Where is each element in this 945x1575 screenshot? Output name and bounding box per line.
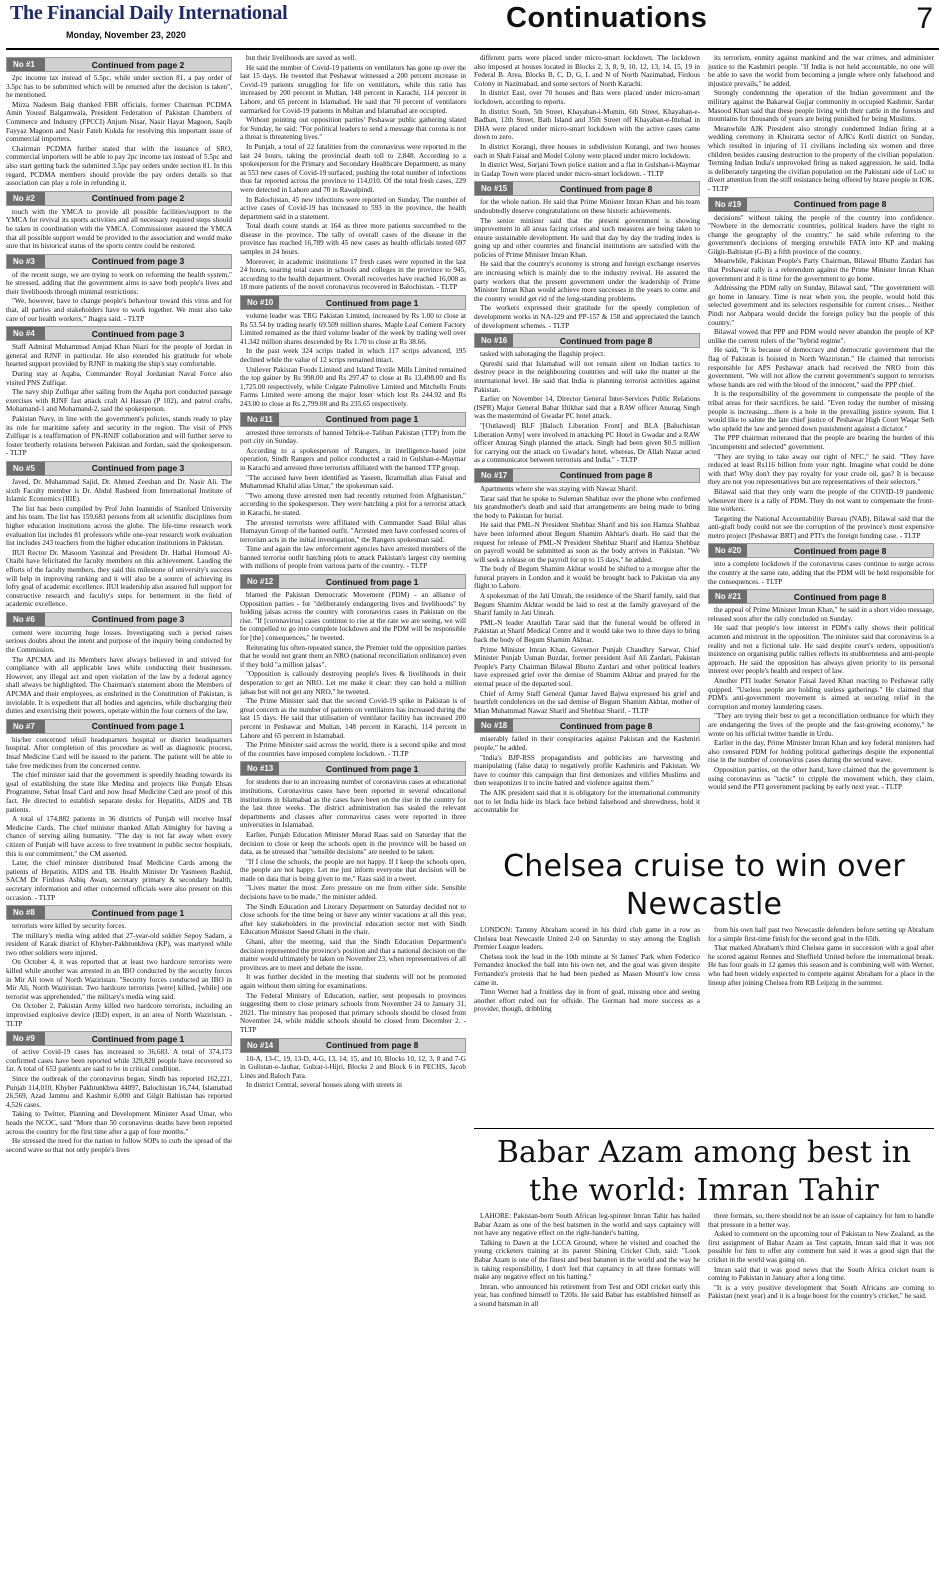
continuation-number: No #15 — [475, 182, 513, 195]
article-paragraph: In district Central, several houses along with streets in — [246, 1081, 402, 1090]
article-paragraph: of active Covid-19 cases has increased to 36,683. A total of 374,173 confirmed cases have been reported while 329,828 people have recovered so far. A total of 653 patients are said to be in critical condition. — [6, 1048, 232, 1074]
continuation-label: Continued from page 1 — [91, 721, 185, 732]
masthead — [6, 0, 939, 50]
article-paragraph: It was further decided in the meeting that students will not be promoted again without them sitting for examinations. — [240, 973, 466, 990]
continuation-number: No #4 — [7, 327, 45, 340]
article-paragraph: 10-A, 13-C, 19, 13-D, 4-G, 13, 14, 15, and 10, Blocks 10, 12, 3, 8 and 7-G in Gulistan-e-Jauhar, Gulzar-i-Hijri, Blocks 2 and Block 6 in PECHS, Jacob Lines and Baloch Para. — [240, 1054, 466, 1080]
article-paragraph: the appeal of Prime Minister Imran Khan," he said in a short video message, released soon after the rally concluded on Sunday. — [708, 606, 934, 623]
article-paragraph: Addressing the PDM rally on Sunday, Bilawal said, "The government will go home in January. Time is near when you, the people, would hold this selected government and its selectors responsible for current crises... Neither Pindi nor Aabpara would decide the foreign policy but the people of this country." — [708, 284, 934, 327]
article-paragraph: his/her concerned tehsil headquarters hospital or district headquarters hospital. After completion of this procedure as well as diagnostic process, Insaf Medicine Card will be issued to the patient. The patient will be able to take free medicines from the concerned centre. — [6, 735, 232, 770]
continuation-number: No #19 — [709, 198, 747, 211]
continuation-label: Continued from page 1 — [91, 907, 185, 918]
article-paragraph: Chairman PCDMA further stated that with the issuance of SRO, commercial importers will be able to pay 2pc income tax instead of 5.5pc and also start getting back the submitted 3.5pc pay orders under section 81. In this regard, PCDMA members should provide the pay orders details so that association can play a role in refunding it. — [6, 144, 232, 188]
article-paragraph: "Two among three arrested men had recently returned from Afghanistan," according to the spokesperson. They were hatching a plot for a terrorist attack in Karachi, he stated. — [240, 491, 466, 517]
article-paragraph: That marked Abraham's third Chelsea game in succession with a goal after he scored against Rennes and Sheffield United before the international break. He has four goals in 12 games this season and is combining well with Werner, who had been widely expected to compete against Abraham for a place in the lineup after joining Chelsea from RB Leipzig in the summer. — [708, 944, 934, 987]
article-paragraph: The body of Begum Shamim Akhtar would be shifted to a morgue after the funeral prayers in London and it would be brought back to Pakistan via any flight to Lahore. — [474, 565, 700, 591]
chelsea-story — [474, 844, 934, 1124]
article-paragraph: Mirza Nadeem Baig thanked FBR officials, former Chairman PCDMA Amin Yousuf Balgamwala, President Federation of Pakistan Chambers of Commerce and Industry (FPCCI) Anjum Nisar, Nasir Hayat Magoon, Saqib Fayyaz Magoon and Nasir Fateh Kukda for resolving this important issue of commercial importers. — [6, 100, 232, 144]
continuation-header — [708, 589, 934, 604]
article-paragraph: "If I close the schools, the people are not happy. If I keep the schools open, the people are not happy. Let me just inform everyone that decision will be made on data that is being given to me," Raas said in a tweet. — [240, 857, 466, 883]
continuation-label: Continued from page 8 — [559, 183, 653, 194]
article-paragraph: In Balochistan, 45 new infections were reported on Sunday. The number of active cases of Covid-19 has increased to 593 in the province, the health department said in a statement. — [240, 195, 466, 221]
article-paragraph: The list has been compiled by Prof John Ioannidis of Stanford University and his team. The list has 159,683 persons from all scientific disciplines from higher education institutions across the globe. The life-time research work evaluation list includes 81 professors while one-year research work evaluation list includes 243 teachers from the higher education institutions in Pakistan. — [6, 504, 232, 548]
article-paragraph: The PPP chairman reiterated that the people are bearing the burden of this "incompetent and selected" government. — [708, 434, 934, 451]
article-paragraph: of the recent surge, we are trying to work on reforming the health system," he stressed, adding that the government aims to save both people's lives and their livelihoods through minimal restrictions. — [6, 270, 232, 296]
continuation-number: No #6 — [7, 613, 45, 626]
article-paragraph: Chief of Army Staff General Qamar Javed Bajwa expressed his grief and heartfelt condolences on the sad demise of Begum Shamim Akhtar, mother of Mian Muhammad Nawaz Sharif and Shehbaz Sharif. - TLTP — [474, 689, 700, 715]
continuation-label: Continued from page 8 — [559, 335, 653, 346]
article-paragraph: On October 2, Pakistan Army killed two hardcore terrorists, including an improvised explosive device (IED) expert, in an area of North Waziristan. - TLTP — [6, 1002, 232, 1028]
story-column-left — [474, 1212, 700, 1310]
article-paragraph: The workers expressed their gratitude for the speedy completion of development works in NA-129 and PP-157 & 158 and appreciated the launch of development schemes. - TLTP — [474, 304, 700, 330]
article-paragraph: Targeting the National Accountability Bureau (NAB), Bilawal said that the anti-graft body could not see the corruption of the province's most expensive metro project [Peshawar BRT] and PTI's the foreign funding case. - TLTP — [708, 514, 934, 540]
continuation-label: Continued from page 8 — [793, 545, 887, 556]
continuation-header — [474, 181, 700, 196]
article-paragraph: Prime Minister Imran Khan, Governor Punjab Chaudhry Sarwar, Chief Minister Punjab Usman Buzdar, former president Asif Ali Zardari, Pakistan People's Party Chairman Bilawal Bhutto Zardari and other political leaders have expressed grief over the demise of Shamim Akhtar and prayed for the eternal peace of the departed soul. — [474, 645, 700, 688]
article-paragraph: Qureshi said that Islamabad will not remain silent on Indian tactics to destroy peace in the neighbouring countries and will take the matter at the international level. He said that India is planning terrorist activities against Pakistan. — [474, 359, 700, 394]
article-paragraph: "The accused have been identified as Yaseen, Ikramullah alias Faisal and Muhammad Khalid alias Umar," the spokesman said. — [240, 473, 466, 491]
article-paragraph: 2pc income tax instead of 5.5pc, while under section 81, a pay order of 3.5pc has to be submitted which will be returned after the decision is taken", he mentioned. — [6, 74, 232, 100]
article-paragraph: The APCMA and its Members have always believed in and strived for compliance with all applicable laws while conducting their businesses. However, any illegal act and open violation of the law by a federal agency shall always be highlighted. The Chairman's statement about the Members of APCMA and their employees, as enshrined in the Constitution of Pakistan, is inviolable. It is expedient that all bodies and agencies, while discharging their duties and exercising their powers, operate within the four corners of the law. — [6, 655, 232, 716]
continuation-label: Continued from page 3 — [91, 328, 185, 339]
article-paragraph: He said, "It is because of democracy and democratic government that the flag of Pakistan is hoisted in North Waziristan." He claimed that terrorists responsible for APS Peshawar attack had received the NRO from this government. "We will not allow the current government's support to terrorists whose hands are red with the blood of the innocent," said the PPP chief. — [708, 346, 934, 389]
article-paragraph: During stay at Aqaba, Commander Royal Jordanian Naval Force also visited PNS Zulfiqar. — [6, 370, 232, 387]
article-paragraph: Taking to Twitter, Planning and Development Minister Asad Umar, who heads the NCOC, said "More than 50 coronavirus deaths have been reported across the country for the first time after a gap of four months." — [6, 1110, 232, 1136]
continuation-label: Continued from page 1 — [325, 576, 419, 587]
continuation-number: No #18 — [475, 719, 513, 732]
article-paragraph: Moreover, in academic institutions 17 fresh cases were reported in the last 24 hours, soaring total cases in schools and colleges in the province to 945, according to the health department. Overall recoveries have reached 16,008 as 18 more patients of the novel coronavirus recovered in Balochistan. - TLTP — [240, 257, 466, 292]
continuation-number: No #8 — [7, 906, 45, 919]
article-paragraph: According to a spokesperson of Rangers, in intelligence-based joint operation, Sindh Rangers and police conducted a raid in Gulshan-e-Maymar in Karachi and arrested three terrorists affiliated with the banned TTP group. — [240, 446, 466, 472]
continuation-header — [240, 574, 466, 589]
continuation-label: Continued from page 8 — [325, 1040, 419, 1051]
continuation-number: No #3 — [7, 255, 45, 268]
article-paragraph: He said the number of Covid-19 patients on ventilators has gone up over the last 15 days. He tweeted that Peshawar witnessed a 200 percent increase in Covid-19 patients struggling for life on ventilators, while this ratio has increased by 200 percent in Multan, 148 percent in Karachi, 114 percent in Lahore, and 65 percent in Islamabad. He said that 70 percent of ventilators earmarked for Covid-19 patients in Multan and Islamabad are occupied. — [240, 63, 466, 115]
article-paragraph: The navy ship Zulfiqar after sailing from the Aqaba port conducted passage exercises with RJNF fast attack craft Al Hassan (P 102), and patrol crafts, Mohamand-1 and Mohamand-2, said the spokesperson. — [6, 388, 232, 414]
babar-story — [474, 1130, 934, 1575]
article-paragraph: LAHORE: Pakistan-born South African leg-spinner Imran Tahir has hailed Babar Azam as one of the best batsmen in the world and says captaincy will not have any negative effect on the right-hander's batting. — [474, 1212, 700, 1238]
article-paragraph: Bilawal said that they only warn the people of the COVID-19 pandemic whenever there is a rally of PDM. They do not want to compensate the front-line workers. — [708, 487, 934, 514]
article-paragraph: cement were incurring huge losses. Investigating such a period raises serious doubts about the intent and purpose of the inquiry being conducted by the Commission. — [6, 628, 232, 655]
continuation-header — [240, 1038, 466, 1053]
story-headline: Babar Azam among best in the world: Imran Tahir — [496, 1135, 912, 1208]
article-paragraph: Without pointing out opposition parties' Peshawar public gathering slated for Sunday, he said: "For political leaders to send a message that corona is not a threat is threatening lives." — [240, 116, 466, 142]
article-paragraph: volume leader was TRG Pakistan Limited, increased by Rs 1.00 to close at Rs 53.54 by trading nearly 69.509 million shares. Maple Leaf Cement Factory Limited remained as the third volume leader of the week by trading well over 41.342 million shares descended by Rs 1.70 to close at Rs 38.66. — [240, 312, 466, 346]
continuation-label: Continued from page 8 — [559, 720, 653, 731]
continuation-header — [474, 718, 700, 733]
article-paragraph: He stressed the need for the nation to follow SOPs to curb the spread of the second wave so that not only people's lives — [6, 1137, 232, 1154]
article-paragraph: touch with the YMCA to provide all possible facilities/support to the YMCA for revival its sports activities and all necessary required steps should be taken in coordination with the YMCA. Commissioner assured the YMCA that all possible support would be provided to the association and would make sure that its historical status of the sports centre could be restored. — [6, 207, 232, 251]
article-paragraph: In district Korangi, three houses in subdivision Korangi, and two houses each in Shah Faisal and Model Colony were placed under micro lockdown. — [474, 142, 700, 160]
article-paragraph: Strongly condemning the operation of the Indian government and the military against the Bakarwal Gujjar community in occupied Kashmir, Sardar Masood Khan said that these people living with their cattle in the forests and mountains for thousands of years are being punished for being Muslims. — [708, 89, 934, 124]
page-number: 7 — [916, 2, 933, 35]
article-paragraph: but their livelihoods are saved as well. — [246, 54, 357, 62]
article-paragraph: Time and again the law enforcement agencies have arrested members of the banned terrorist outfit hatching plots to attack Pakistan's largest city teeming with millions of people from various parts of the country. - TLTP — [240, 545, 466, 571]
article-paragraph: The Prime Minister said that the second Covid-19 spike in Pakistan is of great concern as the number of patients on ventilators has increased during the last 15 days. He said that utilisation of ventilator facility has increased 200 percent in Peshawar and Multan, 148 percent in Karachi, 114 percent in Lahore and 65 percent in Islamabad. — [240, 697, 466, 740]
article-paragraph: The chief minister said that the government is speedily heading towards its goal of establishing the state like Medina and projects like Punjab Ehsas Programme, Sehat Insaf Card and now Insaf Medicine Card are proof of this fact. He directed to establish separate desks for Hepatitis, AIDS and TB patients. — [6, 771, 232, 814]
article-paragraph: "Lives matter the most. Zero pressure on me from either side. Sensible decisions have to be made," the minister added. — [240, 884, 466, 902]
article-paragraph: different parts were placed under micro-smart lockdown. The lockdown also imposed at houses located in Blocks 2, 3, 8, 9, 10, 12, 13, 14, 15, 19 in Federal B. Area, Blocks B, C, D, G, L and N of North Nazimabad, Firdous Colony in Nazimabad, and some sectors of North Karachi. — [474, 54, 700, 88]
continuation-header — [474, 333, 700, 348]
continuation-label: Continued from page 3 — [91, 463, 185, 474]
article-paragraph: its terrorism, enmity against mankind and the war crimes, and administer justice to the Kashmiri people. "If India is not held accountable, no one will be able to save the world from becoming a jungle where only falsehood and injustice prevails," he added. — [708, 54, 934, 88]
continuation-number: No #11 — [241, 413, 279, 426]
article-paragraph: In district West, Surjani Town police station and a flat in Gulshan-i-Maymar in Gadap Town were placed under micro-smart lockdown. - TLTP — [474, 161, 700, 178]
article-paragraph: "They are trying to take away our right of NFC," he said. "They have reduced at least Rs116 billion from your right. Imagine what could be done with that! Why don't they pay royalty for your crude oil, gas? It is because they are not you representatives but are representatives of their selectors." — [708, 452, 934, 487]
article-paragraph: Ghani, after the meeting, said that the Sindh Education Department's decision represented the province's position and that a national decision on the matter would ultimately be taken on November 23, when representatives of all provinces are to meet and debate the issue. — [240, 938, 466, 972]
continuation-number: No #21 — [709, 590, 747, 603]
continuation-header — [6, 612, 232, 627]
column-4 — [708, 54, 934, 838]
article-paragraph: Apartments where she was staying with Nawaz Sharif. — [480, 484, 638, 493]
article-paragraph: Imran, who announced his retirement from Test and ODI cricket early this year, has confined himself to T20Is. He said Babar has established himself as a sound batsman in all — [474, 1282, 700, 1308]
article-paragraph: Opposition parties, on the other hand, have claimed that the government is using coronavirus as "tactic" to cripple the movement which, they claim, would send the PTI government packing by early next year. - TLTP — [708, 765, 934, 792]
issue-date: Monday, November 23, 2020 — [66, 30, 186, 40]
article-paragraph: Earlier on November 14, Director General Inter-Services Public Relations (ISPR) Major General Babar Iftikhar said that a RAW officer Anurag Singh was the mastermind of Gwadar PC hotel attack. — [474, 395, 700, 421]
article-paragraph: Talking to Dawn at the LCCA Ground, where he visited and coached the young cricketers training at its parent Shining Cricket Club, said: "Look Babar Azam is one of the finest and best batsmen in the world and the way he is taking responsibility, I don't feel that captaincy in all three formats will make any negative effect on his batting." — [474, 1238, 700, 1282]
continuation-header — [240, 761, 466, 776]
article-paragraph: The senior minister said that the present government is showing improvement in all areas facing crises and such measures are being taken to ensure sustainable development. He said that day by day the trading index is going up and other countries and financial institutions are satisfied with the policies of Prime Minister Imran Khan. — [474, 216, 700, 259]
article-paragraph: Bilawal vowed that PPP and PDM would never abandon the people of KP unlike the current rulers of the "hybrid regime". — [708, 328, 934, 345]
article-paragraph: In the past week 324 scrips traded in which 117 scrips advanced, 195 declined while the value of 12 scrips remained intact. — [240, 347, 466, 364]
article-paragraph: Since the outbreak of the coronavirus began, Sindh has reported 162,221, Punjab 114,010, Khyber Pakhtunkhwa 44097, Balochistan 16,744, Islamabad 26,569, Azad Jammu and Kashmir 6,000 and Gilgit Baltistan has reported 4,526 cases. — [6, 1075, 232, 1109]
article-paragraph: He said that people's low interest in PDM's rally shows their political acumen and mistrust in the opposition. The minister said that coronavirus is a reality and not a fictional tale. He said despite court's orders, opposition's insistence on organising public rallies reflects its stubbornness and anti-people approach. He said the opposition has always given priority to its personal interest over people's health and respect of law. — [708, 624, 934, 676]
continuation-number: No #1 — [7, 58, 45, 71]
article-paragraph: PML-N leader Ataullah Tarar said that the funeral would be offered in Pakistan at Sharif Medical Centre and it would take two to three days to bring back the body of Begum Shamim Akhtar. — [474, 618, 700, 645]
article-paragraph: It is the responsibility of the government to compensate the people of the tribal areas for their sacrifices, he said. "Even today the number of missing people is increasing....there is a hole in the prevailing justice system. But I would like to salute the late chief justice of Peshawar High Court Waqar Seth who upheld the law and penned down punishment against a dictator." — [708, 390, 934, 433]
article-paragraph: Unilever Pakistan Foods Limited and Island Textile Mills Limited remained the top gainer by Rs 998.00 and Rs 297.47 to close at Rs 13,498.00 and Rs 1,725.00 respectively, while Colgate Palmolive Limited and Mitchells Fruits Farms Limited were among the major loser which lost Rs 244.92 and Rs 243.00 to close at Rs 2,799.08 and Rs 235.65 respectively. — [240, 365, 466, 408]
article-paragraph: He said that the country's economy is strong and foreign exchange reserves are increasing which is mainly due to the industry revival. He assured the party workers that the present government under the leadership of Prime Minister Imran Khan would achieve more successes in the years to come and the country would get rid of the long-standing problems. — [474, 260, 700, 303]
continuation-number: No #7 — [7, 720, 45, 733]
article-paragraph: Asked to comment on the upcoming tour of Pakistan to New Zealand, as the first assignment of Babar Azam as Test captain, Imran said that it was not possible for him to offer any comment but said it was a good sign that the cricket in the world was going on. — [708, 1230, 934, 1264]
article-paragraph: Chelsea took the lead in the 10th minute at St James' Park when Federico Fernandez knocked the ball into his own net, and the goal was given despite Fernandez's protests that he had been pushed as Mason Mount's low cross came in. — [474, 952, 700, 987]
continuation-number: No #14 — [241, 1039, 279, 1052]
article-paragraph: The military's media wing added that 27-year-old soldier Sepoy Sadam, a resident of Karak district of Khyber-Pakhtunkhwa (KP), was martyred while two other soldiers were injured. — [6, 931, 232, 957]
column-2 — [240, 54, 466, 1575]
story-column-right — [708, 1212, 934, 1310]
continuation-label: Continued from page 8 — [559, 470, 653, 481]
article-paragraph: On October 4, it was reported that at least two hardcore terrorists were killed while another was arrested in an IBO conducted by the security forces in Mir Ali town of North Waziristan. "Security forces conducted an IBO in Mir Ali, North Waziristan. Two hardcore terrorists [were] killed, [while] one terrorist was apprehended," the military's media wing said. — [6, 958, 232, 1001]
article-paragraph: three formats, so, there should not be an issue of captaincy for him to handle that pressure in a better way. — [708, 1212, 934, 1229]
columns-area — [6, 54, 939, 1575]
article-paragraph: Javed, Dr. Muhammad Sajid, Dr. Ahmed Zeeshan and Dr. Nasir Ali. The sixth Faculty member is Dr. Abdul Rasheed from International Institute of Islamic Economics (IIIE). — [6, 477, 232, 504]
article-paragraph: decisions" without taking the people of the country into confidence. "Nowhere in the democratic countries, political leaders have the right to change the geography of the country," he said while referring to the government's decisions of merging erstwhile FATA into KP and making Gilgit-Baltistan (G-B) a fifth province of the country. — [708, 213, 934, 256]
article-paragraph: Another PTI leader Senator Faisal Javed Khan reacting to Peshawar rally quipped. "Useless people are holding useless gatherings." He claimed that PDM's anti-government movement is aimed at securing relief in the corruption and money laundering cases. — [708, 677, 934, 711]
article-paragraph: arrested three terrorists of banned Tehrik-e-Taliban Pakistan (TTP) from the port city on Sunday. — [240, 428, 466, 446]
continuation-label: Continued from page 2 — [91, 59, 185, 70]
continuation-header — [6, 905, 232, 920]
continuation-label: Continued from page 8 — [793, 591, 887, 602]
article-paragraph: The arrested terrorists were affiliated with Commander Saad Bilal alias Humayun Group of the banned outfit. "Arrested men have confessed scores of terrorism acts in the initial investigation," the Rangers spokesman said. — [240, 518, 466, 544]
article-paragraph: Pakistan Navy, in line with the government's policies, stands ready to play its role for maritime safety and security in the region. The visit of PNS Zulfiqar is a reaffirmation of PN-RNJF collaboration and will further serve to foster brotherly relations between Pakistan and Jordan, said the spokesperson. - TLTP — [6, 415, 232, 458]
continuation-number: No #13 — [241, 762, 279, 775]
continuation-header — [240, 412, 466, 427]
article-paragraph: The Federal Ministry of Education, earlier, sent proposals to provinces suggesting them to close primary schools from November 24 to January 31, 2021. The ministry has proposed that primary schools should be closed from November 24, while middle schools should be closed from December 2. - TLTP — [240, 991, 466, 1034]
continuation-label: Continued from page 1 — [325, 297, 419, 308]
article-paragraph: Reiterating his often-repeated stance, the Premier told the opposition parties that he would not grant them an NRO (national reconciliation ordinance) even if they hold "a million jalsas". — [240, 643, 466, 669]
continuation-label: Continued from page 3 — [91, 614, 185, 625]
article-paragraph: "[Outlawed] BLF [Baloch Liberation Front] and BLA [Baluchistan Liberation Army] were involved in attacking PC Hotel in Gwadar and a RAW officer Anurag Singh planned the attack. Singh had been given $0.5 million for carrying out the attack on Gwadar's hotel, whereas, Dr Allah Nazar acted as a communicator between terrorists and India." - TLTP — [474, 421, 700, 465]
continuation-number: No #12 — [241, 575, 279, 588]
continuation-number: No #17 — [475, 469, 513, 482]
story-divider — [474, 1128, 934, 1129]
article-paragraph: He said that PML-N President Shehbaz Sharif and his son Hamza Shahbaz have been informed about Begum Shamim Akhtar's death. He said that the request for release of PML-N President Shehbaz Sharif and Hamza Shehbaz on payroll would be submitted as soon as the body arrives in Pakistan. "We will seek a release on the payroll for up to 15 days," he added. — [474, 521, 700, 564]
article-paragraph: Staff Admiral Muhammad Amjad Khan Niazi for the people of Jordan in general and RJNF in particular. He also extended his gratitude for whole hearted support provided by RJNF in making the ship's stay comfortable. — [6, 343, 232, 369]
continuation-label: Continued from page 8 — [793, 199, 887, 209]
continuation-header — [708, 197, 934, 212]
story-headline: Chelsea cruise to win over Newcastle — [503, 849, 905, 922]
continuation-header — [6, 191, 232, 206]
article-paragraph: into a complete lockdown if the coronavirus cases continue to surge across the country at the same rate, adding that the PDM will be held responsible for the consequences. - TLTP — [708, 560, 934, 586]
article-paragraph: for the whole nation. He said that Prime Minister Imran Khan and his team undoubtedly deserve congratulations on these historic achievements. — [474, 198, 700, 215]
continuation-number: No #20 — [709, 544, 747, 557]
article-paragraph: "India's BJP-RSS propagandists and publicists are harvesting and manipulating (false data) to negatively profile Kashmiris and Pakistan. We have to counter this campaign that first demonizes and vilifies Muslims and then weaponizes it to incite hatred and violence against them." — [474, 753, 700, 788]
article-paragraph: Imran said that it was good news that the South Africa cricket team is coming to Pakistan in January after a long time. — [708, 1265, 934, 1283]
continuation-header — [6, 1031, 232, 1046]
continuation-header — [708, 543, 934, 558]
article-paragraph: Later, the chief minister distributed Insaf Medicine Cards among the patients of Hepatitis, AIDS and TB. Health Minister Dr Yasmeen Rashid, SACM Dr Firdous Ashiq Awan, secretary primary & secondary health, secretary information and other concerned officials were also present on this occasion. - TLTP — [6, 859, 232, 902]
continuation-header — [6, 461, 232, 476]
article-paragraph: miserably failed in their conspiracies against Pakistan and the Kashmiri people," he added. — [474, 735, 700, 752]
article-paragraph: A spokesman of the Jati Umrah, the residence of the Sharif family, said that Begum Shamim Akhtar would be laid to rest at the family graveyard of the Sharif family in Jati Umrah. — [474, 592, 700, 618]
article-paragraph: Meanwhile AJK President also strongly condemned Indian firing at a wedding ceremony in Khuiratta sector of AJK's Kotli district on Sunday, which resulted in injuring of 11 civilians including six women and three children besides causing destruction to the property of the civilian population. Terming Indian India's unprovoked firing as naked aggression, he said, India is deliberately targeting the civilian population on the Pakistani side of LoC to divert attention from the stiff resistance being offered by brave people in IOK. - TLTP — [708, 124, 934, 193]
article-paragraph: blamed the Pakistan Democratic Movement (PDM) - an alliance of Opposition parties - for "deliberately endangering lives and livelihoods" by holding jalsas across the country with coronavirus cases in Pakistan on the rise. "If [coronavirus] cases continue to rise at the rate we are seeing, we will be compelled to go into complete lockdown and the PDM will be responsible for [the] consequences," he tweeted. — [240, 591, 466, 643]
article-paragraph: Earlier, Punjab Education Minister Murad Raas said on Saturday that the decision to close or keep the schools open in the province will be based on data, as he stressed that "sensible decisions" are needed to be taken. — [240, 830, 466, 857]
article-paragraph: Meanwhile, Pakistan People's Party Chairman, Bilawal Bhutto Zardari has that Peshawar rally is a referendum against the Prime Minister Imran Khan government and it is time for the government to go home. — [708, 257, 934, 283]
section-title: Continuations — [506, 2, 708, 34]
article-paragraph: "It is a very positive development that South Africans are coming to Pakistan (next year) and it is a huge boost for the country's cricket," he said. — [708, 1283, 934, 1301]
article-paragraph: The Prime Minister said across the world, there is a second spike and most of the countries have imposed complete lockdown. - TLTP — [240, 741, 466, 758]
article-paragraph: LONDON: Tammy Abraham scored in his third club game in a row as Chelsea beat Newcastle United 2-0 on Saturday to stay among the English Premier League leaders. — [474, 926, 700, 952]
article-paragraph: from his own half past two Newcastle defenders before setting up Abraham for a simple first-time finish for the second goal in the 65th. — [708, 926, 934, 943]
column-1 — [6, 54, 232, 1575]
continuation-header — [6, 254, 232, 269]
article-paragraph: Earlier in the day, Prime Minister Imran Khan and key federal ministers had also censured PDM for holding political gatherings despite the exponential rise in the number of coronavirus cases during the second wave. — [708, 739, 934, 765]
article-paragraph: Timo Werner had a fruitless day in front of goal, missing once and seeing another effort ruled out for offside. The German had more success as a provider, though, dribbling — [474, 988, 700, 1014]
article-paragraph: The Sindh Education and Literacy Department on Saturday decided not to close schools for the time being or have any winter vacations at all this year, after key stakeholders in the provincial education sector met with Sindh Education Minister Saeed Ghani in the chair. — [240, 902, 466, 937]
article-paragraph: Total death count stands at 164 as three more patients succumbed to the disease in the province. The tally of overall cases of the disease in the province has reached 16,789 with 45 new cases as health officials tested 697 samples in 24 hours. — [240, 222, 466, 257]
article-paragraph: "They are trying their best to get a reconciliation ordinance for which they are endangering the lives of the people and the fast-growing economy," he wrote on his official twitter handle in Urdu. — [708, 712, 934, 738]
article-paragraph: A total of 174,882 patients in 36 districts of Punjab will receive Insaf Medicine Cards. The chief minister thanked Allah Almighty for having a chance of serving ailing humanity. "The day is not far away when every citizen of Punjab will have access to free treatment in public sector hospitals, this is our commitment," the CM asserted. — [6, 815, 232, 858]
continuation-label: Continued from page 1 — [325, 414, 419, 425]
continuation-number: No #9 — [7, 1032, 45, 1045]
continuation-number: No #16 — [475, 334, 513, 347]
story-column-right — [708, 926, 934, 1015]
column-3 — [474, 54, 700, 838]
article-paragraph: In Punjab, a total of 22 fatalities from the coronavirus were reported in the last 24 hours, taking the provincial death toll to 2,848. According to a spokesperson for the Primary and Secondary Healthcare Department, as many as 553 new cases of Covid-19 surfaced, pushing the total number of infections thus far reported across the province to 114,010. Of the total fresh cases, 229 were detected in Lahore and 70 in Rawalpindi. — [240, 142, 466, 194]
continuation-header — [6, 719, 232, 734]
continuation-label: Continued from page 2 — [91, 193, 185, 204]
continuation-number: No #10 — [241, 296, 279, 309]
brand-name: The Financial Daily International — [10, 2, 288, 24]
article-paragraph: tasked with sabotaging the flagship project. — [480, 350, 605, 359]
continuation-header — [474, 468, 700, 483]
continuation-header — [240, 295, 466, 310]
article-paragraph: "We, however, have to change people's behaviour toward this virus and for that, all parties and stakeholders have to work together. We must also take care of our health workers," Jhagra said. - TLTP — [6, 297, 232, 323]
continuation-header — [6, 57, 232, 72]
continuation-label: Continued from page 3 — [91, 256, 185, 267]
article-paragraph: terrorists were killed by security forces. — [12, 922, 127, 931]
continuation-header — [6, 326, 232, 341]
continuation-number: No #5 — [7, 462, 45, 475]
article-paragraph: Tarar said that he spoke to Suleman Shahbaz over the phone who confirmed his grandmother's death and said that arrangements are being made to bring the body to Pakistan for burial. — [474, 494, 700, 520]
article-paragraph: for students due to an increasing number of coronavirus cases at educational institutions. Coronavirus cases have been reported in several educational institutions in Islamabad as the cases have been on the rise in the country for the last three weeks. The district administration has sealed the relevant departments and classes after coronavirus cases were reported in three universities in Islamabad. — [240, 778, 466, 830]
article-paragraph: In district South, 5th Street, Khayaban-i-Momin, 6th Street, Khayaban-e-Badban, 12th Street, Bath Island and 35th Street off Khayaban-e-Ittehad in DHA were placed under micro-smart lockdown with the active cases came down to zero. — [474, 107, 700, 142]
continuation-number: No #2 — [7, 192, 45, 205]
article-paragraph: The AJK president said that it is obligatory for the international community not to let India hide its black face behind falsehood and shrewdness, hold it accountable for — [474, 788, 700, 815]
continuation-label: Continued from page 1 — [91, 1033, 185, 1044]
article-paragraph: "Opposition is callously destroying people's lives & livelihoods in their desperation to get an NRO. Let me make it clear: they can hold a million jalsas but will not get any NRO," he tweeted. — [240, 670, 466, 696]
story-column-left — [474, 926, 700, 1015]
article-paragraph: In district East, over 70 houses and flats were placed under micro-smart lockdown, according to reports. — [474, 89, 700, 106]
continuation-label: Continued from page 1 — [325, 763, 419, 774]
article-paragraph: IIUI Rector Dr. Masoom Yasinzai and President Dr. Hathal Homoud Al-Otaibi have felicitated the faculty members on this achievement. Lauding the efforts of the faculty members, they said this milestone of university's success will help in improving ranking and it will also be a source of achieving its lofty goal of academic excellence. IIUI leadership also assured full support for constructive research and faculty's steps for betterment in the field of academic excellence. — [6, 548, 232, 609]
